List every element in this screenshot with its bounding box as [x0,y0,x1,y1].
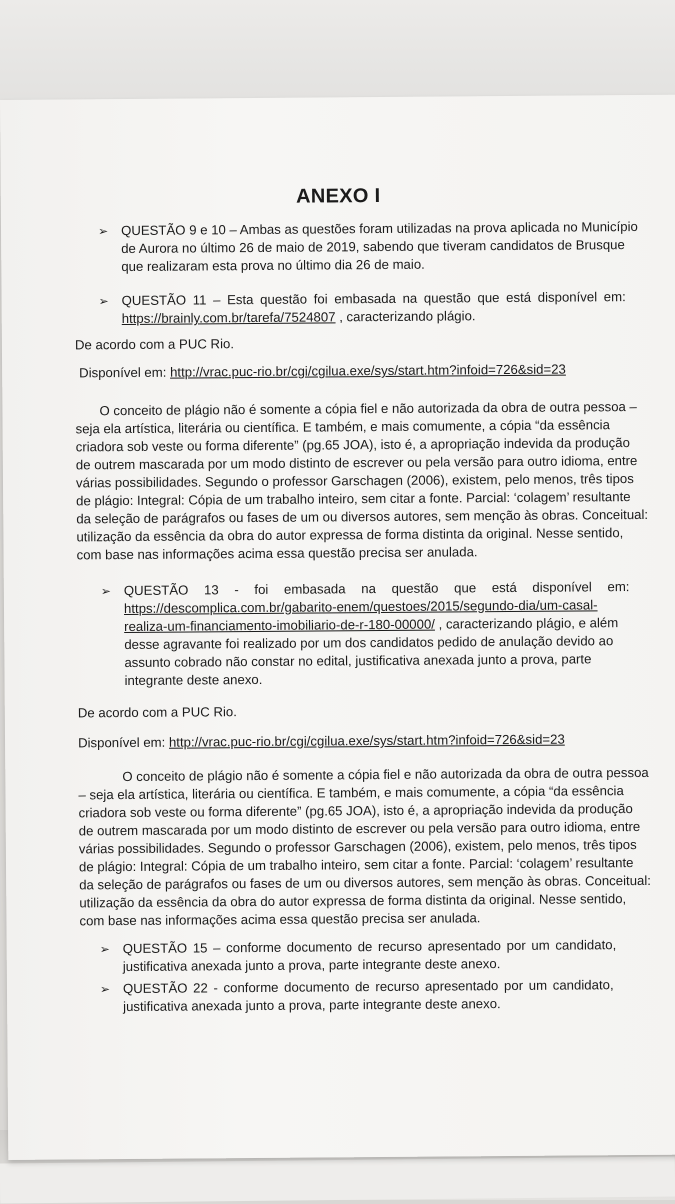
paragraph-2-line: utilização da essência da obra do autor expressa de forma distinta da original. Nesse sentido, [79,891,627,911]
item-11-line-1: QUESTÃO 11 – Esta questão foi embasada na questão que está disponível em: [121,289,626,309]
item-9-10-line-1: QUESTÃO 9 e 10 – Ambas as questões foram utilizadas na prova aplicada no Município [120,218,638,239]
available-prefix-1: Disponível em: [79,364,171,381]
paragraph-2-line: com base nas informações acima essa questão precisa ser anulada. [79,910,481,929]
item-13-after-url: , caracterizando plágio, e além [434,615,619,632]
item-9-10-line-3: que realizaram esta prova no último dia 26 de maio. [121,256,425,275]
paragraph-2-line: de outrem mascarada por um modo distinto de escrever ou pela versão para outro idioma, entre [78,818,641,839]
item-11-suffix: , caracterizando plágio. [335,308,476,325]
item-11-line-2 [122,306,476,329]
paragraph-1-line: criadora sob veste ou forma diferente” (pg.65 JOA), isto é, a apropriação indevida da produção [75,435,630,455]
item-15-line-1: QUESTÃO 15 – conforme documento de recurso apresentado por um candidato, [122,937,617,957]
item-22-line-2: justificativa anexada junto a prova, parte integrante deste anexo. [123,996,501,1015]
paragraph-1-line: de outrem mascarada por um modo distinto de escrever ou pela versão para outro idioma, entre [75,453,638,473]
paragraph-1-line: seja ela artística, literária ou científica. E também, e mais comumente, a cópia “da essência [75,417,610,437]
paragraph-1-line: de plágio: Integral: Cópia de um trabalho inteiro, sem citar a fonte. Parcial: ‘colagem’ resultante [76,489,631,509]
descomplica-link-part-1[interactable]: https://descomplica.com.br/gabarito-enem/questoes/2015/segundo-dia/um-casal- [123,597,598,617]
available-prefix-2: Disponível em: [77,734,169,751]
page-title: ANEXO I [296,185,381,208]
item-13-line-4: desse agravante foi realizado por um dos candidatos pedido de anulação devido ao [124,633,614,653]
item-13-line-5: assunto cobrado não constar no edital, justificativa anexada junto a prova, parte [124,651,592,671]
paragraph-2-line: várias possibilidades. Segundo o professor Garschagen (2006), existem, pelo menos, três tipos [78,837,637,857]
lower-paper-edge [0,1156,675,1203]
puc-link-2[interactable]: http://vrac.puc-rio.br/cgi/cgilua.exe/sys/start.htm?infoid=726&sid=23 [168,731,565,750]
paragraph-1-line: com base nas informações acima essa questão precisa ser anulada. [76,544,478,563]
item-15-line-2: justificativa anexada junto a prova, parte integrante deste anexo. [122,956,501,975]
bullet-arrow-icon: ➢ [99,942,110,957]
paragraph-1-line: utilização da essência da obra do autor expressa de forma distinta da original. Nesse sentido, [76,525,624,545]
according-text-1: De acordo com a PUC Rio. [74,336,235,353]
paragraph-1-line: várias possibilidades. Segundo o professor Garschagen (2006), existem, pelo menos, três tipos [75,471,634,491]
background-wall [0,0,675,110]
item-9-10-line-2: de Aurora no último 26 de maio de 2019, sabendo que tiveram candidatos de Brusque [121,237,625,257]
brainly-link[interactable]: https://brainly.com.br/tarefa/7524807 [121,309,336,327]
according-text-2: De acordo com a PUC Rio. [77,704,237,721]
item-13-line-6: integrante deste anexo. [124,671,263,689]
item-22-line-1: QUESTÃO 22 - conforme documento de recurso apresentado por um candidato, [122,977,614,997]
descomplica-link-part-2[interactable]: realiza-um-financiamento-imobiliario-de-r-180-00000/ [124,616,435,635]
bullet-arrow-icon: ➢ [100,584,111,599]
paragraph-2-line: da seleção de parágrafos ou fases de um ou diversos autores, sem menção às obras. Conceitual: [79,872,652,893]
paragraph-2-line: de plágio: Integral: Cópia de um trabalho inteiro, sem citar a fonte. Parcial: ‘colagem’ resultante [78,855,634,875]
available-line-2 [78,730,565,754]
bullet-arrow-icon: ➢ [97,224,109,239]
available-line-1 [79,360,566,384]
paragraph-1-line: da seleção de parágrafos ou fases de um ou diversos autores, sem menção às obras. Conceitual: [76,506,649,527]
document-page [0,95,675,1160]
paragraph-2-line: – seja ela artística, literária ou científica. E também, e mais comumente, a cópia “da essência [78,783,624,803]
bullet-arrow-icon: ➢ [98,294,109,309]
puc-link-1[interactable]: http://vrac.puc-rio.br/cgi/cgilua.exe/sys/start.htm?infoid=726&sid=23 [169,361,566,380]
paragraph-2-line: criadora sob veste ou forma diferente” (pg.65 JOA), isto é, a apropriação indevida da produção [78,801,633,821]
paragraph-1-line: O conceito de plágio não é somente a cópia fiel e não autorizada da obra de outra pessoa – [99,399,637,419]
item-13-line-1: QUESTÃO 13 - foi embasada na questão que está disponível em: [123,579,630,599]
paragraph-2-line: O conceito de plágio não é somente a cópia fiel e não autorizada da obra de outra pessoa [122,764,649,785]
bullet-arrow-icon: ➢ [99,982,111,997]
